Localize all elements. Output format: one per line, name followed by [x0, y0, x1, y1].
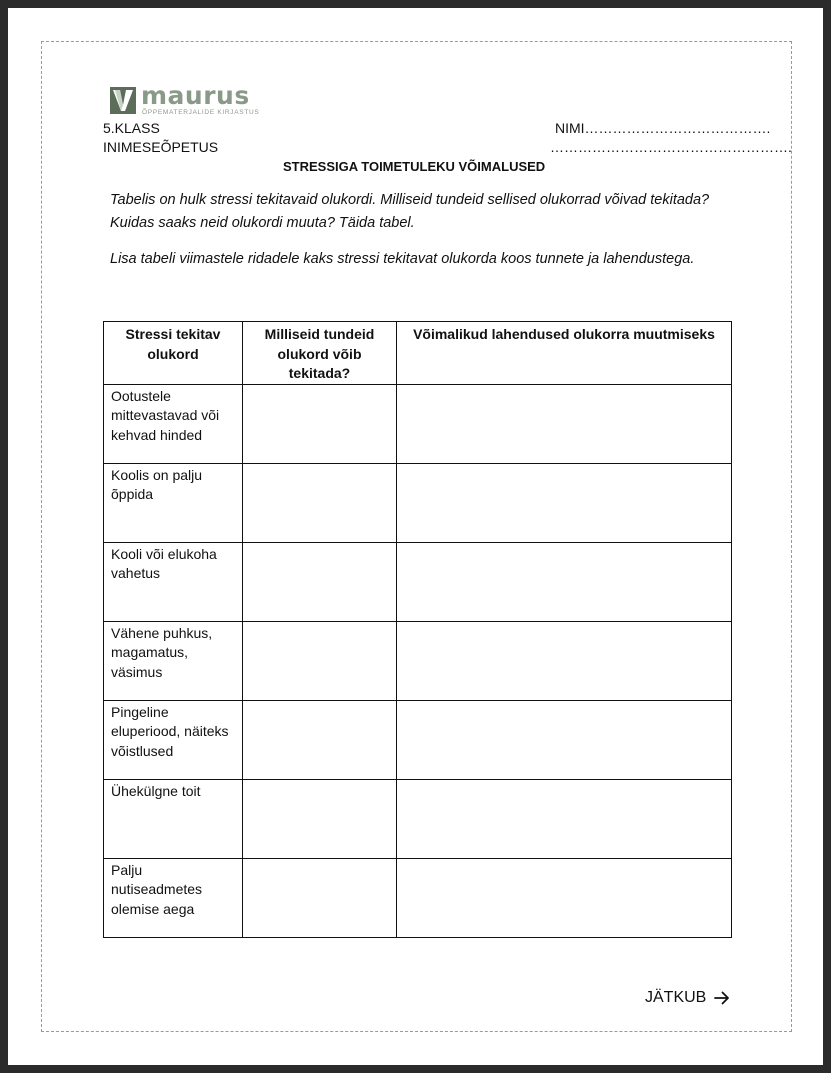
- situation-cell: Ühekülgne toit: [104, 779, 243, 858]
- table-header-row: [104, 322, 732, 385]
- solutions-cell[interactable]: [397, 858, 732, 937]
- header-solutions: Võimalikud lahendused olukorra muutmiseks: [397, 322, 732, 385]
- maurus-logo-mark-icon: [110, 87, 136, 114]
- solutions-cell[interactable]: [397, 384, 732, 463]
- feelings-cell[interactable]: [243, 621, 397, 700]
- feelings-cell[interactable]: [243, 779, 397, 858]
- situation-cell: Palju nutiseadmetes olemise aega: [104, 858, 243, 937]
- maurus-logo: [110, 81, 260, 122]
- header-feelings: Milliseid tundeid olukord võib tekitada?: [243, 322, 397, 385]
- continue-indicator: [645, 989, 730, 1007]
- page-title: STRESSIGA TOIMETULEKU VÕIMALUSED: [283, 159, 546, 174]
- table-row: [104, 700, 732, 779]
- feelings-cell[interactable]: [243, 542, 397, 621]
- continue-label: JÄTKUB: [645, 989, 707, 1006]
- class-label: 5.KLASS: [103, 120, 160, 136]
- table-row: [104, 463, 732, 542]
- feelings-cell[interactable]: [243, 384, 397, 463]
- logo-subtitle: ÕPPEMATERJALIDE KIRJASTUS: [142, 109, 260, 116]
- logo-word: maurus: [141, 81, 250, 110]
- table-row: [104, 542, 732, 621]
- intro-line-3: Lisa tabeli viimastele ridadele kaks stressi tekitavat olukorda koos tunnete ja lahendustega.: [110, 251, 695, 267]
- situation-cell: Kooli või elukoha vahetus: [104, 542, 243, 621]
- arrow-right-icon: [714, 991, 730, 1005]
- feelings-cell[interactable]: [243, 858, 397, 937]
- solutions-cell[interactable]: [397, 463, 732, 542]
- feelings-cell[interactable]: [243, 463, 397, 542]
- solutions-cell[interactable]: [397, 542, 732, 621]
- table-row: [104, 858, 732, 937]
- header-situation: Stressi tekitav olukord: [104, 322, 243, 385]
- worksheet-page: [8, 8, 823, 1065]
- name-field: NIMI………………………………….: [555, 120, 771, 136]
- feelings-cell[interactable]: [243, 700, 397, 779]
- subject-label: INIMESEÕPETUS: [103, 139, 219, 155]
- intro-line-1: Tabelis on hulk stressi tekitavaid olukordi. Milliseid tundeid sellised olukorrad võivad tekitada?: [110, 192, 710, 208]
- table-row: [104, 384, 732, 463]
- table-row: [104, 779, 732, 858]
- situation-cell: Koolis on palju õppida: [104, 463, 243, 542]
- situation-cell: Pingeline eluperiood, näiteks võistlused: [104, 700, 243, 779]
- intro-line-2: Kuidas saaks neid olukordi muuta? Täida tabel.: [110, 215, 415, 231]
- solutions-cell[interactable]: [397, 621, 732, 700]
- name-field-line: …………………………………………….: [550, 139, 792, 155]
- solutions-cell[interactable]: [397, 779, 732, 858]
- situation-cell: Ootustele mittevastavad või kehvad hinded: [104, 384, 243, 463]
- solutions-cell[interactable]: [397, 700, 732, 779]
- table-row: [104, 621, 732, 700]
- stress-table: [103, 321, 732, 938]
- situation-cell: Vähene puhkus, magamatus, väsimus: [104, 621, 243, 700]
- intro-text: [110, 189, 709, 235]
